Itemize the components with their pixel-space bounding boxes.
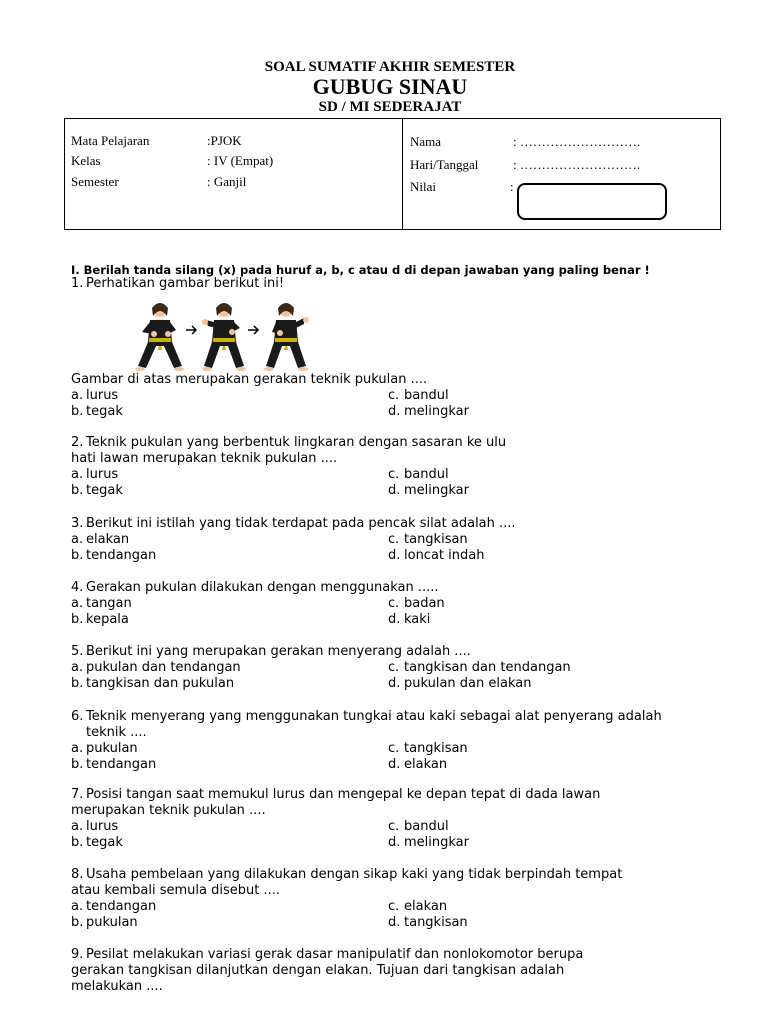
question-5 <box>71 644 731 692</box>
question-number: 3. <box>71 516 84 531</box>
option-a-text: tendangan <box>86 899 157 914</box>
question-text: Usaha pembelaan yang dilakukan dengan sikap kaki yang tidak berpindah tempat <box>86 867 623 882</box>
option-a[interactable]: a. <box>71 532 84 547</box>
question-text-cont: gerakan tangkisan dilanjutkan dengan elakan. Tujuan dari tangkisan adalah <box>71 963 565 978</box>
instruction: I. Berilah tanda silang (x) pada huruf a, b, c atau d di depan jawaban yang paling benar ! <box>71 263 650 277</box>
option-b-text: kepala <box>86 612 129 627</box>
option-b-text: tendangan <box>86 548 157 563</box>
option-c-text: tangkisan dan tendangan <box>404 660 571 675</box>
option-c-text: tangkisan <box>404 532 468 547</box>
option-c[interactable]: c. <box>388 660 400 675</box>
option-d-text: loncat indah <box>404 548 485 563</box>
question-text: Perhatikan gambar berikut ini! <box>86 276 285 291</box>
option-a[interactable]: a. <box>71 596 84 611</box>
option-b-text: tendangan <box>86 757 157 772</box>
option-d-text: pukulan dan elakan <box>404 676 532 691</box>
info-class-label: Kelas <box>71 153 101 168</box>
question-7 <box>71 787 731 851</box>
box-divider <box>402 119 403 229</box>
question-1-body <box>71 372 731 420</box>
name-field[interactable]: : ………………………. <box>513 134 641 149</box>
option-a[interactable]: a. <box>71 388 84 403</box>
option-c-text: bandul <box>404 388 449 403</box>
info-semester-value: : Ganjil <box>207 174 247 189</box>
option-d[interactable]: d. <box>388 548 401 563</box>
question-number: 8. <box>71 867 84 882</box>
option-d-text: kaki <box>404 612 431 627</box>
identity-box <box>64 118 721 230</box>
question-text: Berikut ini yang merupakan gerakan menyerang adalah .... <box>86 644 471 659</box>
question-number: 9. <box>71 947 84 962</box>
option-a[interactable]: a. <box>71 467 84 482</box>
silat-figures-icon <box>132 300 312 372</box>
option-b-text: tangkisan dan pukulan <box>86 676 235 691</box>
question-text-cont: Gambar di atas merupakan gerakan teknik pukulan .... <box>71 372 428 387</box>
info-subject-label: Mata Pelajaran <box>71 133 150 148</box>
option-b-text: pukulan <box>86 915 138 930</box>
silat-figure-2 <box>202 303 246 371</box>
question-text: Teknik menyerang yang menggunakan tungkai atau kaki sebagai alat penyerang adalah <box>86 709 662 724</box>
question-number: 5. <box>71 644 84 659</box>
question-2 <box>71 435 731 499</box>
option-c-text: tangkisan <box>404 741 468 756</box>
option-c[interactable]: c. <box>388 388 400 403</box>
option-c-text: badan <box>404 596 445 611</box>
option-a-text: lurus <box>86 467 119 482</box>
option-d[interactable]: d. <box>388 676 401 691</box>
option-a[interactable]: a. <box>71 741 84 756</box>
question-9 <box>71 947 731 995</box>
header-line-3: SD / MI SEDERAJAT <box>318 99 462 115</box>
info-subject-value: :PJOK <box>207 133 242 148</box>
option-a-text: pukulan dan tendangan <box>86 660 241 675</box>
option-c[interactable]: c. <box>388 467 400 482</box>
option-a[interactable]: a. <box>71 819 84 834</box>
option-a-text: pukulan <box>86 741 138 756</box>
option-d[interactable]: d. <box>388 757 401 772</box>
info-date-label: Hari/Tanggal <box>410 157 479 172</box>
document-header <box>0 58 768 116</box>
info-class-value: : IV (Empat) <box>207 153 274 168</box>
option-b[interactable]: b. <box>71 835 84 850</box>
question-text: Teknik pukulan yang berbentuk lingkaran dengan sasaran ke ulu <box>86 435 507 450</box>
option-b-text: tegak <box>86 835 123 850</box>
option-b-text: tegak <box>86 404 123 419</box>
option-d-text: melingkar <box>404 835 469 850</box>
option-a[interactable]: a. <box>71 899 84 914</box>
option-b[interactable]: b. <box>71 483 84 498</box>
school-name: GUBUG SINAU <box>312 74 468 99</box>
option-a[interactable]: a. <box>71 660 84 675</box>
option-c[interactable]: c. <box>388 741 400 756</box>
option-c[interactable]: c. <box>388 899 400 914</box>
option-a-text: tangan <box>86 596 132 611</box>
option-b[interactable]: b. <box>71 757 84 772</box>
option-b[interactable]: b. <box>71 548 84 563</box>
question-6 <box>71 709 731 773</box>
option-c[interactable]: c. <box>388 596 400 611</box>
pencak-silat-illustration <box>132 300 312 372</box>
option-b[interactable]: b. <box>71 915 84 930</box>
info-score-label: Nilai <box>410 179 436 194</box>
question-3 <box>71 516 731 564</box>
option-d[interactable]: d. <box>388 612 401 627</box>
info-semester-label: Semester <box>71 174 119 189</box>
silat-figure-3 <box>264 303 309 371</box>
question-text: Pesilat melakukan variasi gerak dasar manipulatif dan nonlokomotor berupa <box>86 947 584 962</box>
question-text: Gerakan pukulan dilakukan dengan menggunakan ..... <box>86 580 439 595</box>
option-b[interactable]: b. <box>71 612 84 627</box>
question-8 <box>71 867 731 931</box>
option-d[interactable]: d. <box>388 835 401 850</box>
silat-figure-1 <box>135 303 184 371</box>
question-number: 7. <box>71 787 84 802</box>
question-text-cont: hati lawan merupakan teknik pukulan .... <box>71 451 338 466</box>
option-d-text: melingkar <box>404 483 469 498</box>
option-c-text: elakan <box>404 899 448 914</box>
option-c-text: bandul <box>404 819 449 834</box>
score-box[interactable] <box>517 183 667 220</box>
question-number: 4. <box>71 580 84 595</box>
header-line-1: SOAL SUMATIF AKHIR SEMESTER <box>264 59 516 75</box>
info-score-colon: : <box>510 179 514 194</box>
option-b[interactable]: b. <box>71 404 84 419</box>
option-a-text: lurus <box>86 388 119 403</box>
option-c[interactable]: c. <box>388 532 400 547</box>
option-c-text: bandul <box>404 467 449 482</box>
question-text-cont: merupakan teknik pukulan .... <box>71 803 266 818</box>
question-text: Posisi tangan saat memukul lurus dan mengepal ke depan tepat di dada lawan <box>86 787 601 802</box>
option-b-text: tegak <box>86 483 123 498</box>
question-number: 2. <box>71 435 84 450</box>
option-b[interactable]: b. <box>71 676 84 691</box>
option-a-text: elakan <box>86 532 130 547</box>
option-d[interactable]: d. <box>388 404 401 419</box>
date-field[interactable]: : ………………………. <box>513 157 641 172</box>
info-name-label: Nama <box>410 134 442 149</box>
option-c[interactable]: c. <box>388 819 400 834</box>
question-number: 6. <box>71 709 84 724</box>
question-4 <box>71 580 731 628</box>
question-text-cont: teknik .... <box>86 725 147 740</box>
question-text-cont-2: melakukan .... <box>71 979 163 994</box>
option-d-text: melingkar <box>404 404 469 419</box>
option-d-text: tangkisan <box>404 915 468 930</box>
option-a-text: lurus <box>86 819 119 834</box>
question-text-cont: atau kembali semula disebut .... <box>71 883 280 898</box>
option-d-text: elakan <box>404 757 448 772</box>
option-d[interactable]: d. <box>388 915 401 930</box>
question-1 <box>71 276 731 292</box>
option-d[interactable]: d. <box>388 483 401 498</box>
question-text: Berikut ini istilah yang tidak terdapat pada pencak silat adalah .... <box>86 516 516 531</box>
question-number: 1. <box>71 276 84 291</box>
